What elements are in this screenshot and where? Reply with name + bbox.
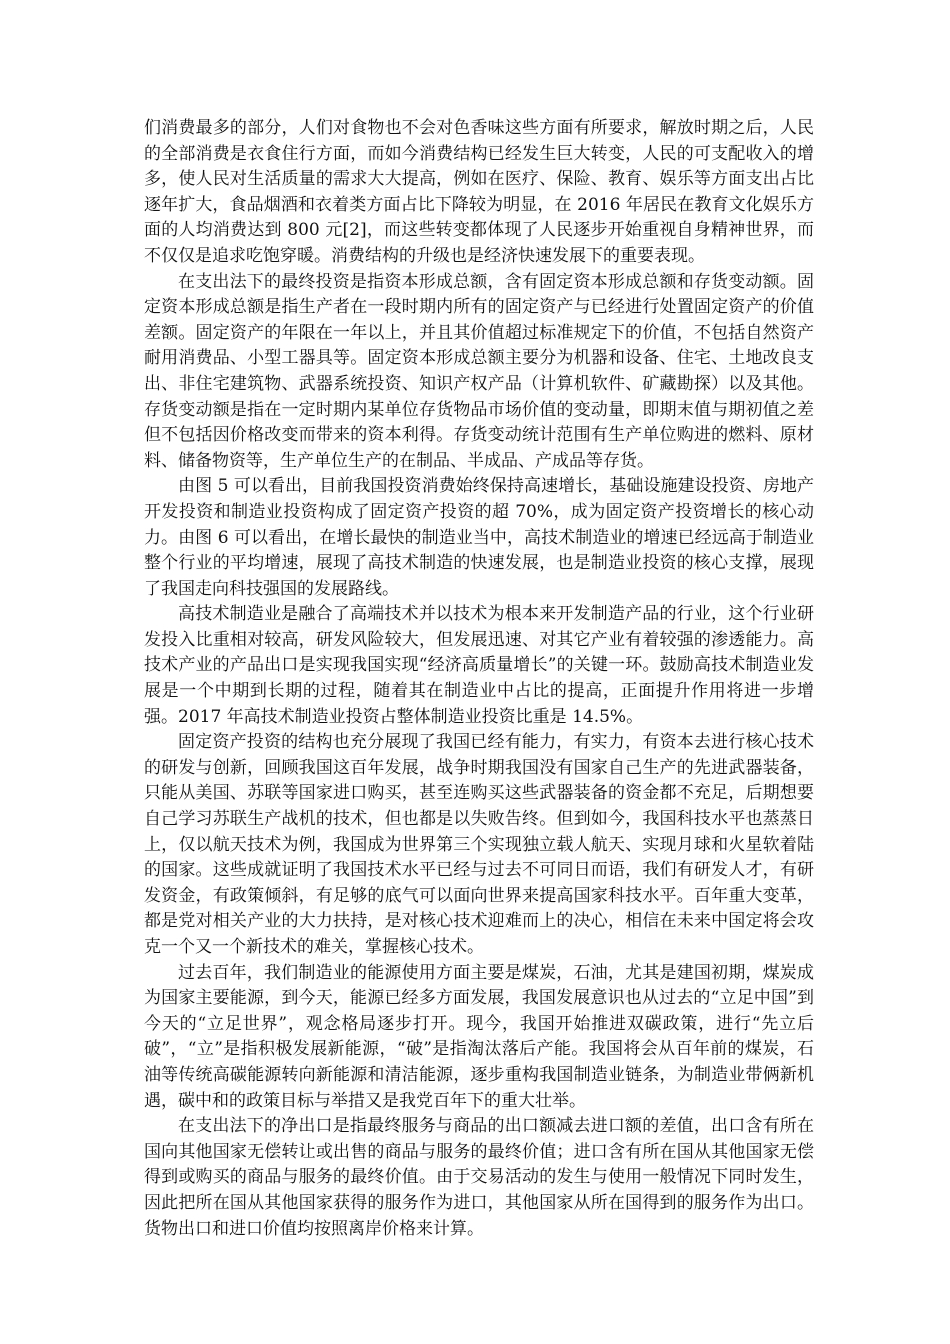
paragraph-consumption-continued: 们消费最多的部分，人们对食物也不会对色香味这些方面有所要求，解放时期之后，人民的全部消费是衣食住行方面，而如今消费结构已经发生巨大转变，人民的可支配收入的增多，使人民对生活质量的需求大大提高，例如在医疗、保险、教育、娱乐等方面支出占比逐年扩大，食品烟酒和衣着类方面占比下降较为明显，在 2016 年居民在教育文化娱乐方面的人均消费达到 800 元[2]，而这些转变都体现了人民逐步开始重视自身精神世界，而不仅仅是追求吃饱穿暖。消费结构的升级也是经济快速发展下的重要表现。: [144, 118, 814, 266]
paragraph-figure-analysis: 由图 5 可以看出，目前我国投资消费始终保持高速增长，基础设施建设投资、房地产开发投资和制造业投资构成了固定资产投资的超 70%，成为固定资产投资增长的核心动力。由图 6 可以看出，在增长最快的制造业当中，高技术制造业的增速已经远高于制造业整个行业的平均增速，展现了高技术制造的快速发展，也是制造业投资的核心支撑，展现了我国走向科技强国的发展路线。: [144, 476, 814, 599]
paragraph-high-tech-manufacturing: 高技术制造业是融合了高端技术并以技术为根本来开发制造产品的行业，这个行业研发投入比重相对较高，研发风险较大，但发展迅速、对其它产业有着较强的渗透能力。高技术产业的产品出口是实现我国实现“经济高质量增长”的关键一环。鼓励高技术制造业发展是一个中期到长期的过程，随着其在制造业中占比的提高，正面提升作用将进一步增强。2017 年高技术制造业投资占整体制造业投资比重是 14.5%。: [144, 604, 814, 727]
body-text: [144, 116, 814, 1242]
paragraph-net-exports: 在支出法下的净出口是指最终服务与商品的出口额减去进口额的差值，出口含有所在国向其他国家无偿转让或出售的商品与服务的最终价值；进口含有所在国从其他国家无偿得到或购买的商品与服务的最终价值。由于交易活动的发生与使用一般情况下同时发生，因此把所在国从其他国家获得的服务作为进口，其他国家从所在国得到的服务作为出口。货物出口和进口价值均按照离岸价格来计算。: [144, 1116, 814, 1239]
paragraph-fixed-asset-structure: 固定资产投资的结构也充分展现了我国已经有能力，有实力，有资本去进行核心技术的研发与创新，回顾我国这百年发展，战争时期我国没有国家自己生产的先进武器装备，只能从美国、苏联等国家进口购买，甚至连购买这些武器装备的资金都不充足，后期想要自己学习苏联生产战机的技术，但也都是以失败告终。但到如今，我国科技水平也蒸蒸日上，仅以航天技术为例，我国成为世界第三个实现独立载人航天、实现月球和火星软着陆的国家。这些成就证明了我国技术水平已经与过去不可同日而语，我们有研发人才，有研发资金，有政策倾斜，有足够的底气可以面向世界来提高国家科技水平。百年重大变革，都是党对相关产业的大力扶持，是对核心技术迎难而上的决心，相信在未来中国定将会攻克一个又一个新技术的难关，掌握核心技术。: [144, 732, 814, 957]
paragraph-final-investment: 在支出法下的最终投资是指资本形成总额，含有固定资本形成总额和存货变动额。固定资本形成总额是指生产者在一段时期内所有的固定资产与已经进行处置固定资产的价值差额。固定资产的年限在一年以上，并且其价值超过标准规定下的价值，不包括自然资产耐用消费品、小型工器具等。固定资本形成总额主要分为机器和设备、住宅、土地改良支出、非住宅建筑物、武器系统投资、知识产权产品（计算机软件、矿藏勘探）以及其他。存货变动额是指在一定时期内某单位存货物品市场价值的变动量，即期末值与期初值之差但不包括因价格改变而带来的资本利得。存货变动统计范围有生产单位购进的燃料、原材料、储备物资等，生产单位生产的在制品、半成品、产成品等存货。: [144, 271, 814, 471]
paragraph-energy: 过去百年，我们制造业的能源使用方面主要是煤炭，石油，尤其是建国初期，煤炭成为国家主要能源，到今天，能源已经多方面发展，我国发展意识也从过去的“立足中国”到今天的“立足世界”，观念格局逐步打开。现今，我国开始推进双碳政策，进行“先立后破”，“立”是指积极发展新能源，“破”是指淘汰落后产能。我国将会从百年前的煤炭，石油等传统高碳能源转向新能源和清洁能源，逐步重构我国制造业链条，为制造业带俩新机遇，碳中和的政策目标与举措又是我党百年下的重大壮举。: [144, 962, 814, 1111]
